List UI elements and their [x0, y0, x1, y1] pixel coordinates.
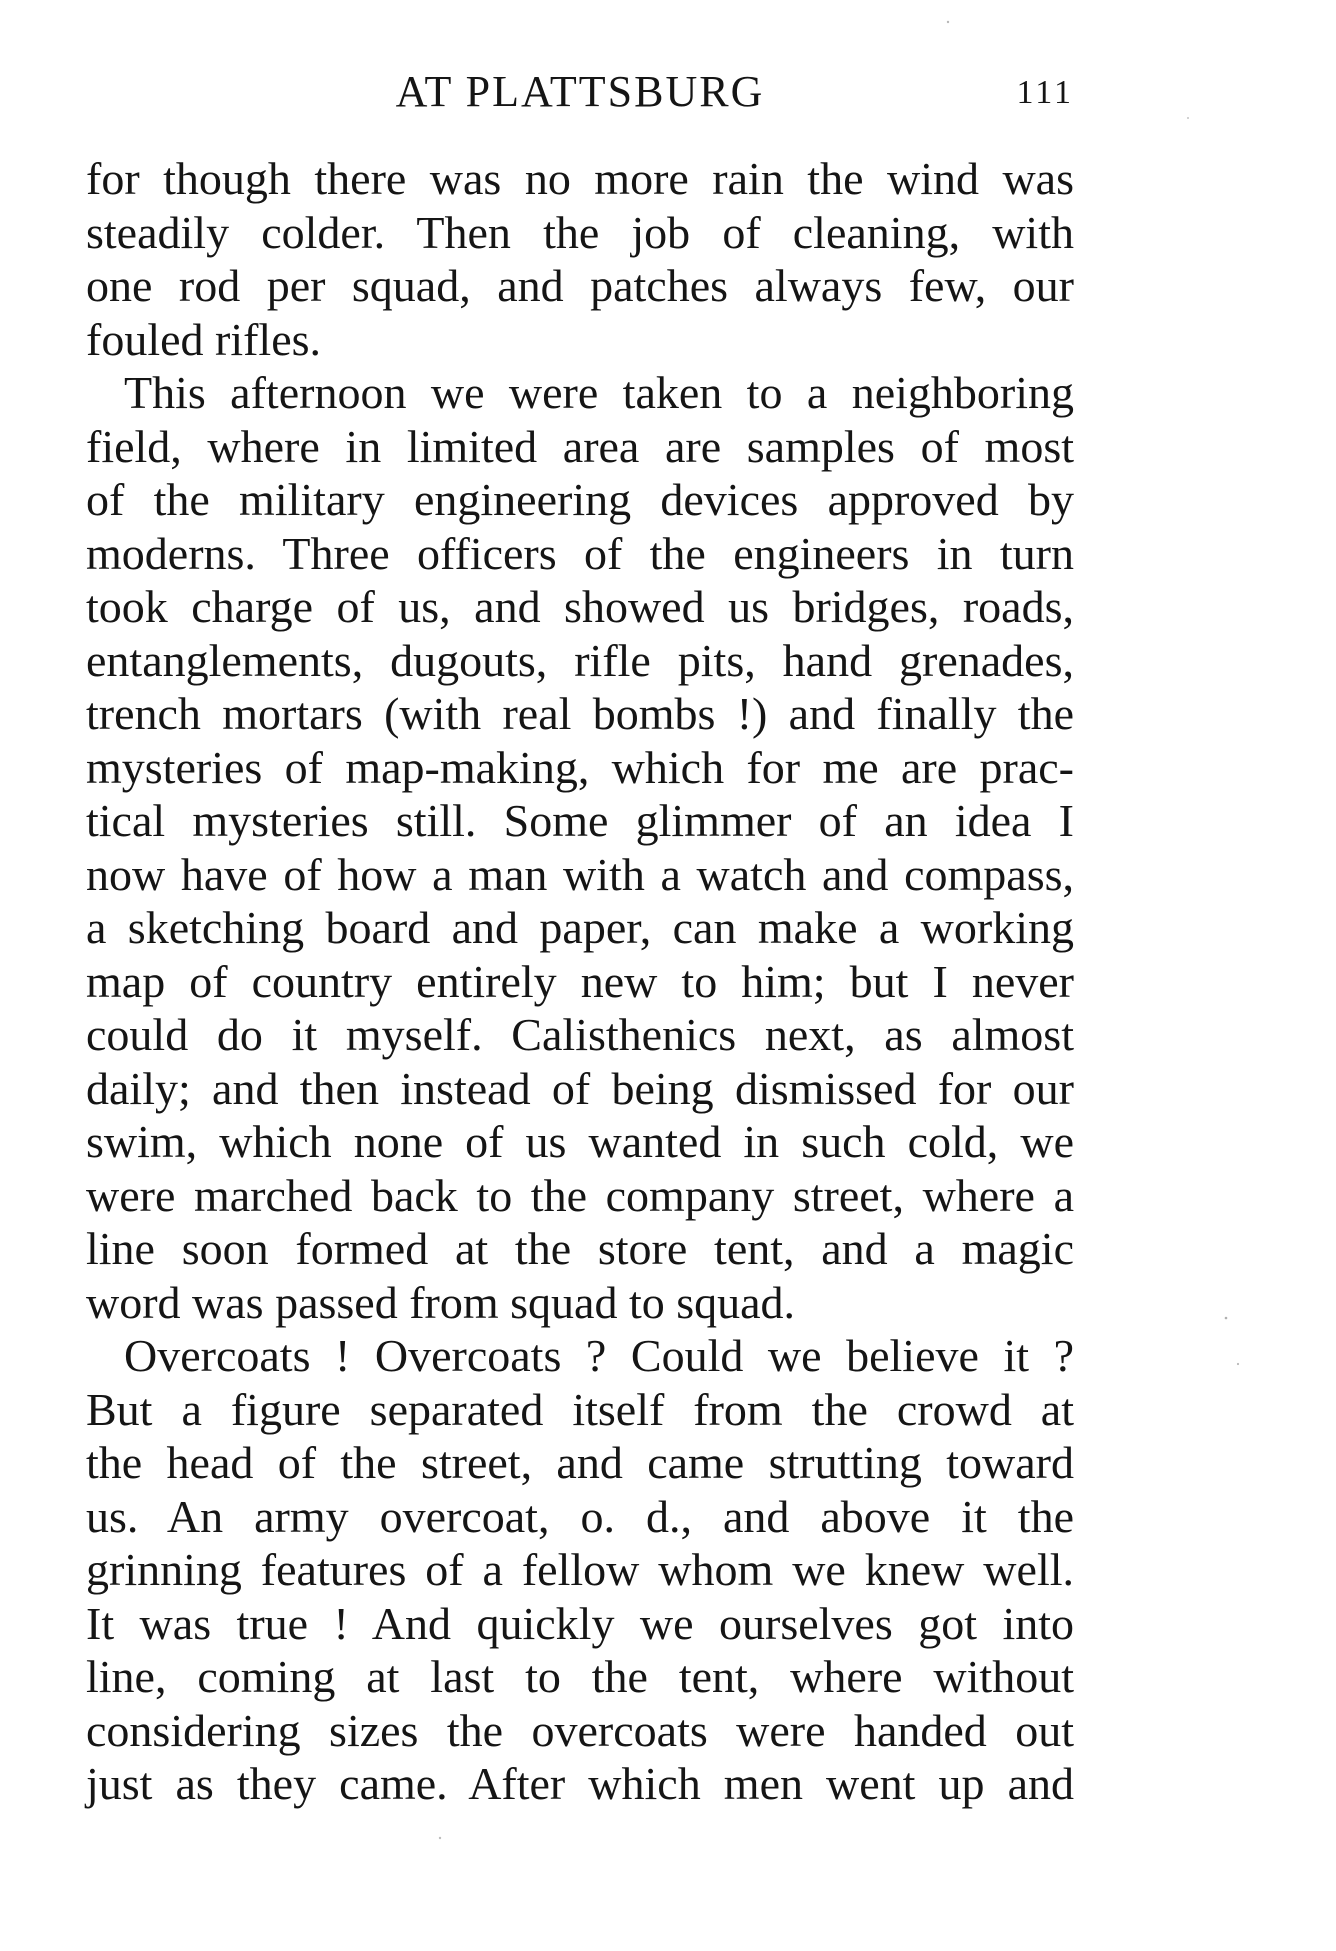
text-line: entanglements, dugouts, rifle pits, hand grenades, — [86, 634, 1074, 686]
text-line: word was passed from squad to squad. — [86, 1276, 796, 1328]
running-title: AT PLATTSBURG — [395, 67, 765, 116]
text-line: steadily colder. Then the job of cleaning, with — [86, 206, 1074, 258]
text-line: just as they came. After which men went up and — [86, 1758, 1074, 1809]
paragraph-1 — [86, 152, 1074, 366]
dust-speck — [1237, 1363, 1239, 1365]
text-line: line, coming at last to the tent, where without — [86, 1651, 1074, 1702]
running-head — [86, 62, 1074, 122]
page-number: 111 — [1016, 74, 1074, 111]
text-line: trench mortars (with real bombs !) and finally the — [86, 688, 1074, 739]
body-text — [86, 152, 1074, 1811]
text-line: moderns. Three officers of the engineers in turn — [86, 527, 1074, 579]
text-line: now have of how a man with a watch and compass, — [86, 848, 1074, 900]
text-line: could do it myself. Calisthenics next, as almost — [86, 1009, 1074, 1060]
text-line: line soon formed at the store tent, and a magic — [86, 1223, 1074, 1274]
text-line: tical mysteries still. Some glimmer of an idea I — [86, 795, 1074, 846]
text-line: But a figure separated itself from the crowd at — [86, 1383, 1074, 1435]
text-line: were marched back to the company street, where a — [86, 1169, 1074, 1221]
text-line: swim, which none of us wanted in such cold, we — [86, 1116, 1074, 1167]
text-line: field, where in limited area are samples of most — [86, 420, 1074, 472]
dust-speck — [439, 1837, 441, 1839]
dust-speck — [1225, 1317, 1228, 1320]
paragraph-3 — [86, 1329, 1074, 1811]
text-line: daily; and then instead of being dismissed for our — [86, 1062, 1074, 1114]
text-line: map of country entirely new to him; but I never — [86, 955, 1074, 1007]
text-line: This afternoon we were taken to a neighboring — [124, 367, 1074, 418]
text-line: mysteries of map-making, which for me are prac- — [86, 741, 1074, 793]
text-line: considering sizes the overcoats were handed out — [86, 1704, 1074, 1756]
dust-speck — [1187, 117, 1189, 119]
text-line: took charge of us, and showed us bridges, roads, — [86, 581, 1074, 632]
paragraph-2 — [86, 366, 1074, 1329]
dust-speck — [947, 21, 949, 23]
text-line: Overcoats ! Overcoats ? Could we believe it ? — [124, 1330, 1074, 1381]
text-line: a sketching board and paper, can make a working — [86, 902, 1074, 953]
text-line: of the military engineering devices approved by — [86, 474, 1074, 525]
text-line: one rod per squad, and patches always few, our — [86, 260, 1074, 311]
text-line: grinning features of a fellow whom we knew well. — [86, 1544, 1074, 1595]
text-line: the head of the street, and came strutting toward — [86, 1437, 1074, 1488]
text-line: It was true ! And quickly we ourselves got into — [86, 1597, 1074, 1649]
text-line: for though there was no more rain the wind was — [86, 153, 1074, 204]
text-line: fouled rifles. — [86, 313, 322, 365]
text-line: us. An army overcoat, o. d., and above it the — [86, 1490, 1074, 1542]
